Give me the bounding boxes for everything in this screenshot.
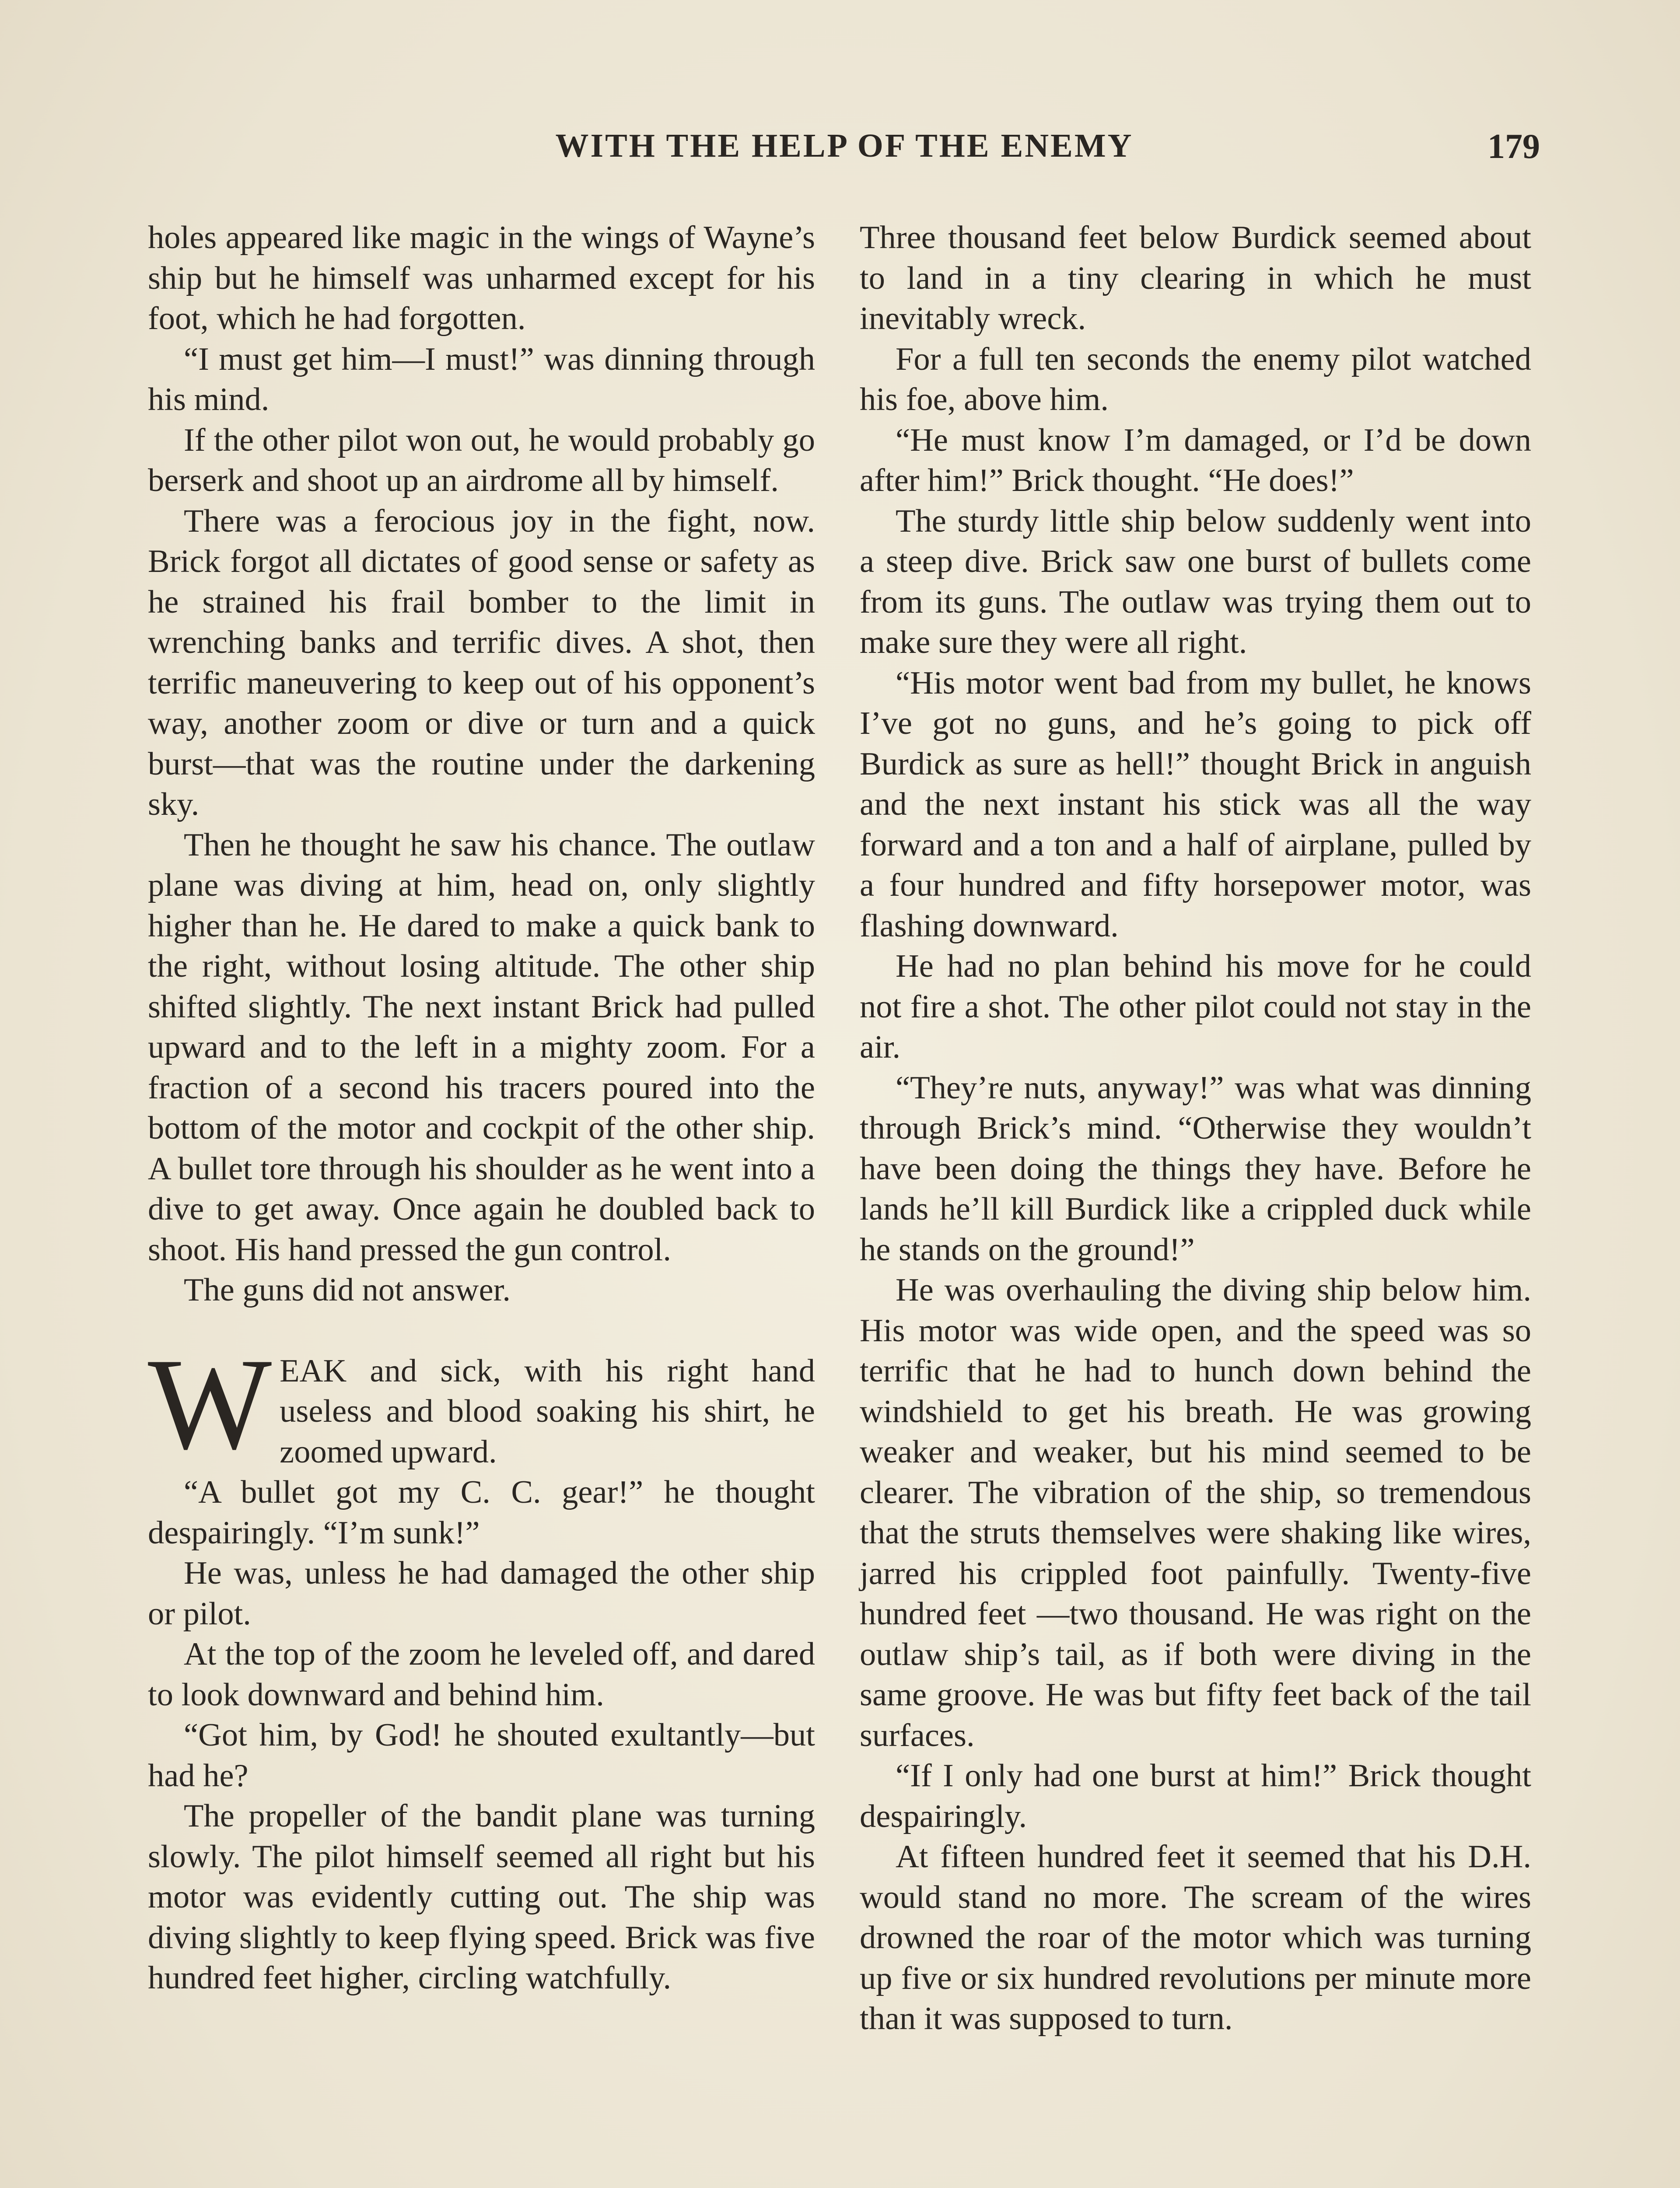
right-column xyxy=(860,217,1531,2039)
paragraph: For a full ten seconds the enemy pilot watched his foe, above him. xyxy=(860,341,1531,417)
running-header xyxy=(149,127,1540,175)
paragraph: If the other pilot won out, he would probably go berserk and shoot up an airdrome all by himself. xyxy=(148,422,815,498)
paragraph: “A bullet got my C. C. gear!” he thought despairingly. “I’m sunk!” xyxy=(148,1474,815,1551)
paragraph: At fifteen hundred feet it seemed that his D.H. would stand no more. The scream of the wires drowned the roar of the motor which was turning up five or six hundred revolutions per minute more than it was supposed to turn. xyxy=(860,1839,1531,2037)
paragraph: “I must get him—I must!” was dinning through his mind. xyxy=(148,341,815,417)
left-column xyxy=(148,217,815,1999)
paragraph: “Got him, by God! he shouted exultantly—but had he? xyxy=(148,1717,815,1794)
paragraph: “If I only had one burst at him!” Brick thought despairingly. xyxy=(860,1758,1531,1834)
dropcap-paragraph xyxy=(148,1331,815,1476)
paragraph: The sturdy little ship below suddenly went into a steep dive. Brick saw one burst of bullets come from its guns. The outlaw was trying them out to make sure they were all right. xyxy=(860,503,1531,660)
page-number: 179 xyxy=(1488,127,1540,166)
paragraph: “His motor went bad from my bullet, he knows I’ve got no guns, and he’s going to pick off Burdick as sure as hell!” thought Brick in anguish and the next instant his stick was all the way forward and a ton and a half of airplane, pulled by a four hundred and fifty horsepower motor, was flashing downward. xyxy=(860,665,1531,944)
paragraph: At the top of the zoom he leveled off, and dared to look downward and behind him. xyxy=(148,1636,815,1713)
dropcap-text: EAK and sick, with his right hand useless and blood soaking his shirt, he zoomed upward. xyxy=(280,1353,815,1470)
story-title: WITH THE HELP OF THE ENEMY xyxy=(555,127,1134,164)
paragraph: The propeller of the bandit plane was turning slowly. The pilot himself seemed all right but his motor was evidently cutting out. The ship was diving slightly to keep flying speed. Brick was five hundred feet higher, circling watchfully. xyxy=(148,1798,815,1996)
paragraph: He was, unless he had damaged the other ship or pilot. xyxy=(148,1555,815,1632)
dropcap-letter: W xyxy=(148,1331,272,1476)
paragraph: He had no plan behind his move for he could not fire a shot. The other pilot could not stay in the air. xyxy=(860,948,1531,1065)
paragraph: He was overhauling the diving ship below him. His motor was wide open, and the speed was so terrific that he had to hunch down behind the windshield to get his breath. He was growing weaker and weaker, but his mind seemed to be clearer. The vibration of the ship, so tremendous that the struts themselves were shaking like wires, jarred his crippled foot painfully. Twenty-five hundred feet —two thousand. He was right on the outlaw ship’s tail, as if both were diving in the same groove. He was but fifty feet back of the tail surfaces. xyxy=(860,1272,1531,1753)
paragraph: There was a ferocious joy in the fight, now. Brick forgot all dictates of good sense or safety as he strained his frail bomber to the limit in wrenching banks and terrific dives. A shot, then terrific maneuvering to keep out of his opponent’s way, another zoom or dive or turn and a quick burst—that was the routine under the darkening sky. xyxy=(148,503,815,822)
paragraph: holes appeared like magic in the wings of Wayne’s ship but he himself was unharmed except for his foot, which he had forgotten. xyxy=(148,220,815,337)
paragraph: Then he thought he saw his chance. The outlaw plane was diving at him, head on, only slightly higher than he. He dared to make a quick bank to the right, without losing altitude. The other ship shifted slightly. The next instant Brick had pulled upward and to the left in a mighty zoom. For a fraction of a second his tracers poured into the bottom of the motor and cockpit of the other ship. A bullet tore through his shoulder as he went into a dive to get away. Once again he doubled back to shoot. His hand pressed the gun control. xyxy=(148,827,815,1268)
paragraph: Three thousand feet below Burdick seemed about to land in a tiny clearing in which he must inevitably wreck. xyxy=(860,220,1531,337)
paragraph: “He must know I’m damaged, or I’d be down after him!” Brick thought. “He does!” xyxy=(860,422,1531,498)
paragraph: “They’re nuts, anyway!” was what was dinning through Brick’s mind. “Otherwise they wouldn’t have been doing the things they have. Before he lands he’ll kill Burdick like a crippled duck while he stands on the ground!” xyxy=(860,1069,1531,1268)
paragraph: The guns did not answer. xyxy=(184,1272,511,1308)
